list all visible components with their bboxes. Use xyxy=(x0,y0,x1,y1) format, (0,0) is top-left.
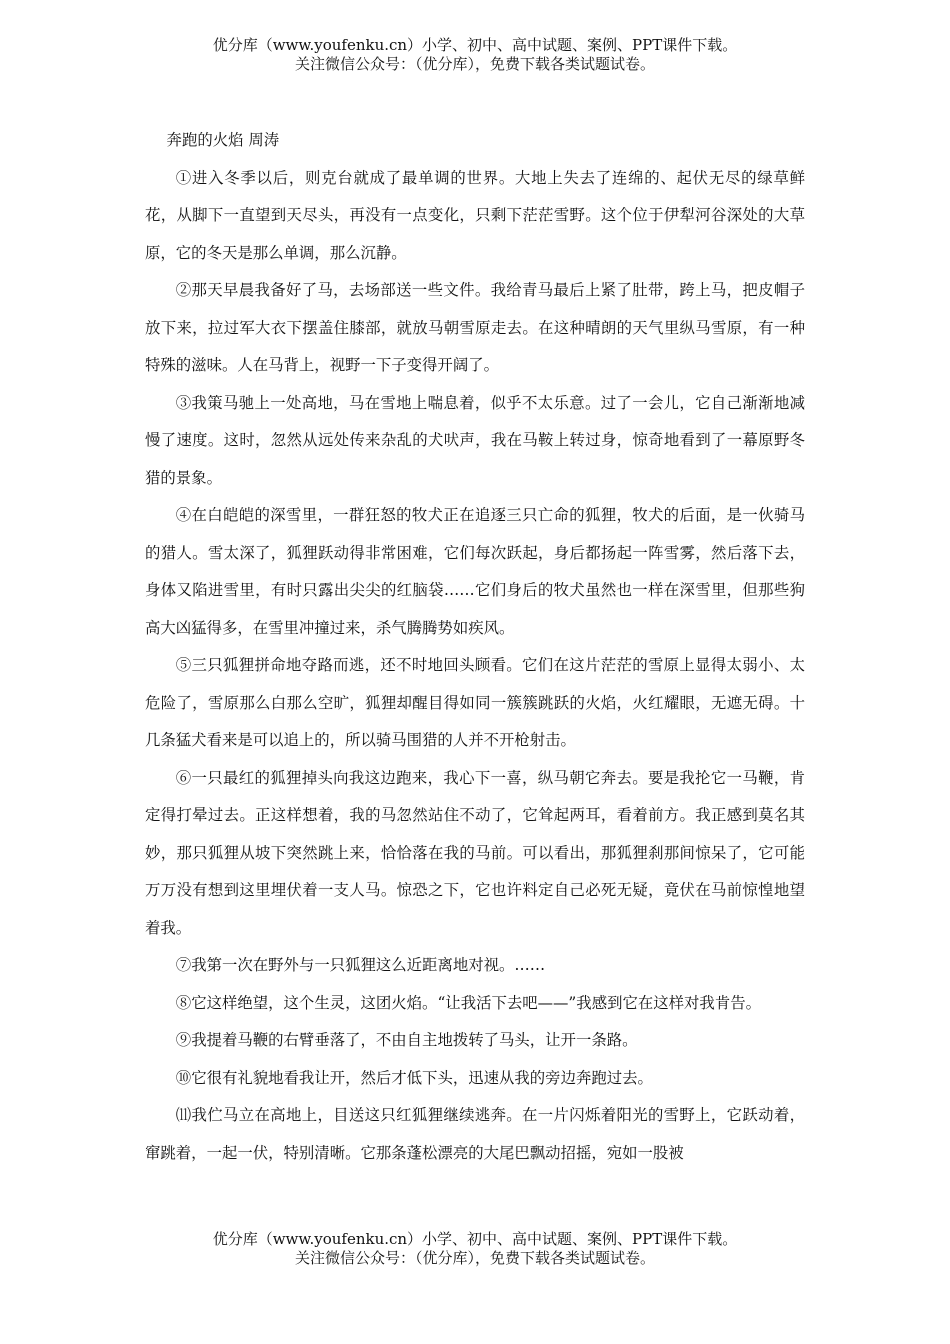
paragraph-6: ⑥一只最红的狐狸掉头向我这边跑来，我心下一喜，纵马朝它奔去。要是我抡它一马鞭，肯定得打晕过去。正这样想着，我的马忽然站住不动了，它耸起两耳，看着前方。我正感到莫名其妙，那只狐狸从坡下突然跳上来，恰恰落在我的马前。可以看出，那狐狸刹那间惊呆了，它可能万万没有想到这里埋伏着一支人马。惊恐之下，它也许料定自己必死无疑，竟伏在马前惊惶地望着我。 xyxy=(145,768,805,937)
paragraph-11: ⑾我伫马立在高地上，目送这只红狐狸继续逃奔。在一片闪烁着阳光的雪野上，它跃动着，窜跳着，一起一伏，特别清晰。它那条蓬松漂亮的大尾巴飘动招摇，宛如一股被 xyxy=(145,1106,805,1162)
paragraph-7: ⑦我第一次在野外与一只狐狸这么近距离地对视。…… xyxy=(175,956,546,974)
header-line-2: 关注微信公众号：（优分库），免费下载各类试题试卷。 xyxy=(294,55,655,73)
paragraph-2: ②那天早晨我备好了马，去场部送一些文件。我给青马最后上紧了肚带，跨上马，把皮帽子放下来，拉过军大衣下摆盖住膝部，就放马朝雪原走去。在这种晴朗的天气里纵马雪原，有一种特殊的滋味。人在马背上，视野一下子变得开阔了。 xyxy=(145,281,805,374)
footer-line-1: 优分库（www.youfenku.cn）小学、初中、高中试题、案例、PPT课件下载。 xyxy=(212,1230,738,1248)
paragraph-8: ⑧它这样绝望，这个生灵，这团火焰。“让我活下去吧——”我感到它在这样对我肯告。 xyxy=(175,993,761,1012)
page-footer xyxy=(0,1230,950,1268)
paragraph-9: ⑨我提着马鞭的右臂垂落了，不由自主地拨转了马头，让开一条路。 xyxy=(175,1031,638,1049)
paragraph-5: ⑤三只狐狸拼命地夺路而逃，还不时地回头顾看。它们在这片茫茫的雪原上显得太弱小、太危险了，雪原那么白那么空旷，狐狸却醒目得如同一簇簇跳跃的火焰，火红耀眼，无遮无碍。十几条猛犬看来是可以追上的，所以骑马围猎的人并不开枪射击。 xyxy=(145,656,805,749)
paragraph-3: ③我策马驰上一处高地，马在雪地上喘息着，似乎不太乐意。过了一会儿，它自己渐渐地减慢了速度。这时，忽然从远处传来杂乱的犬吠声，我在马鞍上转过身，惊奇地看到了一幕原野冬猎的景象。 xyxy=(145,393,805,487)
header-line-1: 优分库（www.youfenku.cn）小学、初中、高中试题、案例、PPT课件下载。 xyxy=(212,36,738,54)
article-body xyxy=(145,122,805,1172)
paragraph-4: ④在白皑皑的深雪里，一群狂怒的牧犬正在追逐三只亡命的狐狸，牧犬的后面，是一伙骑马的猎人。雪太深了，狐狸跃动得非常困难，它们每次跃起，身后都扬起一阵雪雾，然后落下去，身体又陷进雪里，有时只露出尖尖的红脑袋……它们身后的牧犬虽然也一样在深雪里，但那些狗高大凶猛得多，在雪里冲撞过来，杀气腾腾势如疾风。 xyxy=(145,506,805,637)
paragraph-10: ⑩它很有礼貌地看我让开，然后才低下头，迅速从我的旁边奔跑过去。 xyxy=(175,1068,653,1087)
page-header xyxy=(0,36,950,74)
article-title: 奔跑的火焰 周涛 xyxy=(166,131,280,149)
paragraph-1: ①进入冬季以后，则克台就成了最单调的世界。大地上失去了连绵的、起伏无尽的绿草鲜花，从脚下一直望到天尽头，再没有一点变化，只剩下茫茫雪野。这个位于伊犁河谷深处的大草原，它的冬天是那么单调，那么沉静。 xyxy=(145,168,805,262)
footer-line-2: 关注微信公众号：（优分库），免费下载各类试题试卷。 xyxy=(294,1249,655,1267)
